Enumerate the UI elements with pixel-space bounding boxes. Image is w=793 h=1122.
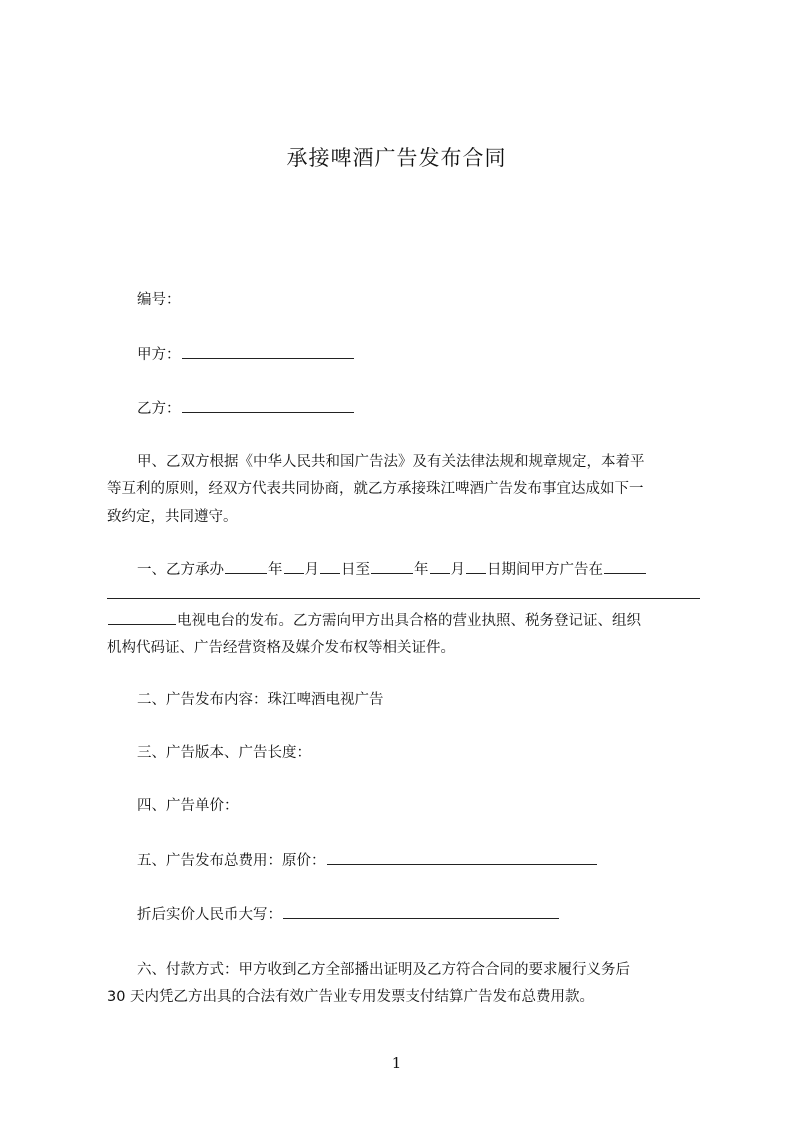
contract-number-label: 编号： <box>137 292 181 308</box>
year-label-2: 年 <box>414 562 429 578</box>
clause-4: 四、广告单价： <box>137 798 239 814</box>
clause-3: 三、广告版本、广告长度： <box>137 745 311 761</box>
month-label-2: 月 <box>450 562 465 578</box>
clause-1-line-1 <box>137 559 647 580</box>
preamble-line-2: 等互利的原则，经双方代表共同协商，就乙方承接珠江啤酒广告发布事宜达成如下一 <box>107 481 644 497</box>
discount-price-label: 折后实价人民币大写： <box>137 907 282 923</box>
preamble-line-1: 甲、乙双方根据《中华人民共和国广告法》及有关法律法规和规章规定，本着平 <box>137 454 645 470</box>
party-b-blank <box>182 398 354 413</box>
end-year-blank <box>371 559 413 574</box>
day-to-label: 日至 <box>341 562 370 578</box>
party-a-label: 甲方： <box>137 347 181 363</box>
period-end-label: 日期间甲方广告在 <box>487 562 603 578</box>
start-day-blank <box>320 559 340 574</box>
clause-6-line-2: 30 天内凭乙方出具的合法有效广告业专用发票支付结算广告发布总费用款。 <box>107 989 595 1005</box>
clause-1-line-3-text: 电视电台的发布。乙方需向甲方出具合格的营业执照、税务登记证、组织 <box>177 613 641 629</box>
party-b-label: 乙方： <box>137 401 181 417</box>
party-a-blank <box>182 344 354 359</box>
start-month-blank <box>284 559 304 574</box>
media-blank-end <box>108 610 176 625</box>
clause-2: 二、广告发布内容：珠江啤酒电视广告 <box>137 692 384 708</box>
clause-5-label: 五、广告发布总费用：原价： <box>137 853 326 869</box>
end-day-blank <box>466 559 486 574</box>
page-number: 1 <box>391 1054 402 1072</box>
preamble-line-3: 致约定，共同遵守。 <box>107 509 238 525</box>
start-year-blank <box>225 559 267 574</box>
media-blank-line <box>107 598 700 599</box>
clause-1-line-4: 机构代码证、广告经营资格及媒介发布权等相关证件。 <box>107 640 455 656</box>
media-blank-start <box>604 559 646 574</box>
year-label: 年 <box>268 562 283 578</box>
clause-1-line-3 <box>107 610 641 631</box>
clause-1-prefix: 一、乙方承办 <box>137 562 224 578</box>
discount-price <box>137 904 560 925</box>
party-a-field <box>137 344 355 365</box>
end-month-blank <box>430 559 450 574</box>
discount-price-blank <box>283 904 559 919</box>
month-label: 月 <box>304 562 319 578</box>
party-b-field <box>137 398 355 419</box>
original-price-blank <box>327 850 597 865</box>
document-title: 承接啤酒广告发布合同 <box>286 146 507 170</box>
clause-5 <box>137 850 598 871</box>
clause-6-line-1: 六、付款方式：甲方收到乙方全部播出证明及乙方符合合同的要求履行义务后 <box>137 962 630 978</box>
